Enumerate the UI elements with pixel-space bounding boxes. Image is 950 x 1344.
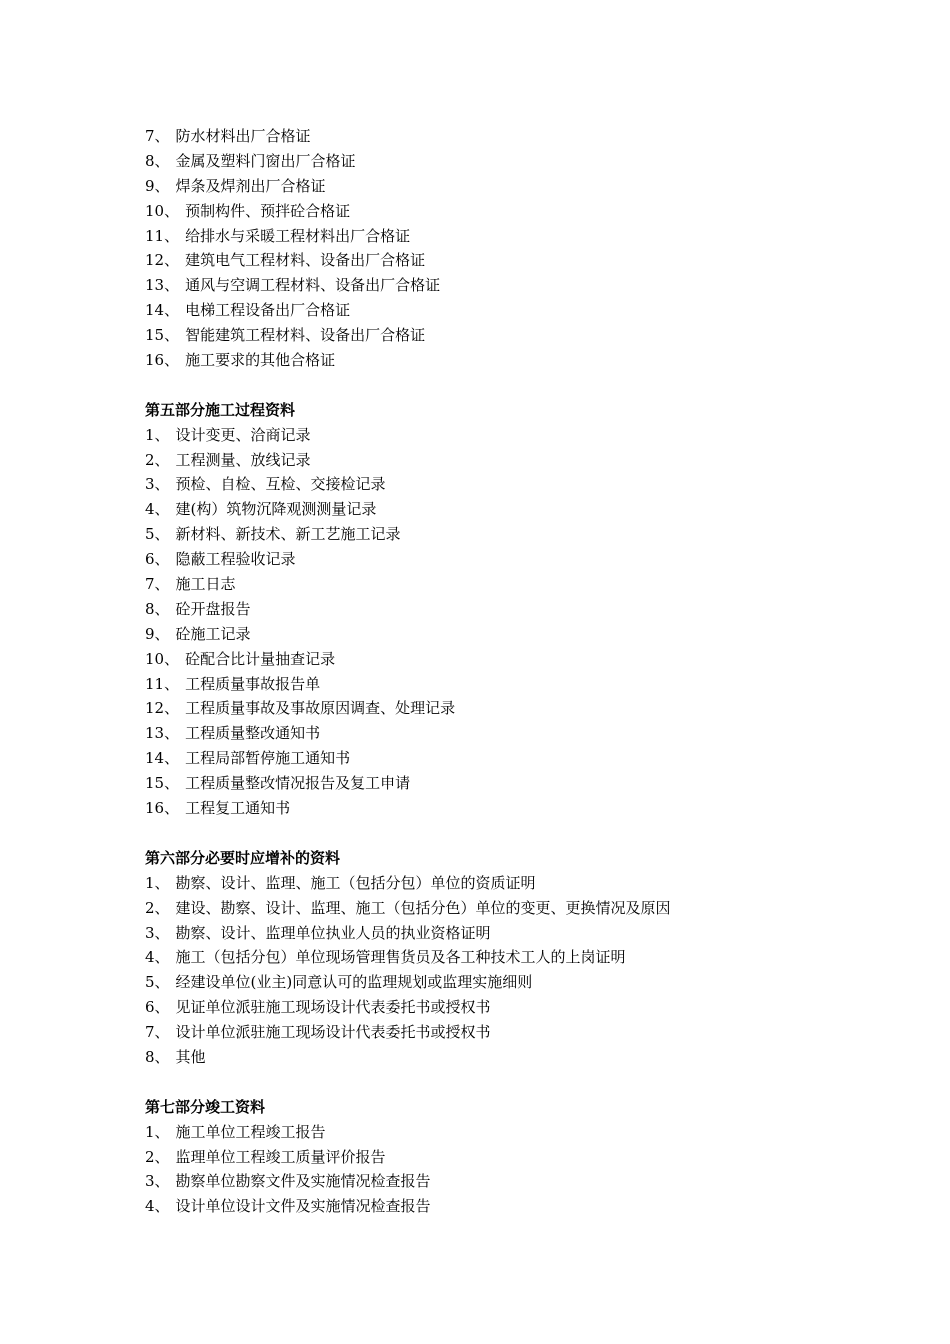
section-heading: 第五部分施工过程资料 [145,400,296,419]
list-item [145,896,905,921]
list-item [145,199,905,224]
section-heading: 第六部分必要时应增补的资料 [145,848,341,867]
list-item [145,174,905,199]
list-item [145,921,905,946]
list-item-number: 12、 [145,699,180,718]
list-item-text: 施工日志 [175,575,236,594]
list-item [145,721,905,746]
list-item-text: 电梯工程设备出厂合格证 [185,301,351,320]
list-item [145,124,905,149]
list-item [145,522,905,547]
list-item-text: 工程质量整改情况报告及复工申请 [185,774,411,793]
list-item-text: 经建设单位(业主)同意认可的监理规划或监理实施细则 [175,973,533,992]
list-item [145,1145,905,1170]
document-page [145,124,905,1219]
list-item-number: 3、 [145,923,170,942]
list-item [145,423,905,448]
list-item-text: 设计单位派驻施工现场设计代表委托书或授权书 [175,1023,491,1042]
list-item-number: 9、 [145,624,170,643]
list-item-number: 11、 [145,226,180,245]
section-spacer [145,821,905,846]
list-item-text: 设计变更、洽商记录 [175,425,311,444]
list-item [145,796,905,821]
list-item [145,472,905,497]
list-item-text: 建(构）筑物沉降观测测量记录 [175,500,377,519]
list-item-text: 工程复工通知书 [185,799,291,818]
list-item-text: 通风与空调工程材料、设备出厂合格证 [185,276,441,295]
list-item-number: 10、 [145,649,180,668]
list-item-number: 4、 [145,948,170,967]
list-item-number: 4、 [145,500,170,519]
list-item-text: 施工单位工程竣工报告 [175,1122,326,1141]
list-item-number: 8、 [145,1047,170,1066]
list-item-text: 勘察、设计、监理单位执业人员的执业资格证明 [175,923,491,942]
list-item [145,224,905,249]
list-item [145,348,905,373]
section-heading: 第七部分竣工资料 [145,1097,266,1116]
section-spacer [145,373,905,398]
list-item-text: 工程质量整改通知书 [185,724,321,743]
list-item-text: 金属及塑料门窗出厂合格证 [175,151,356,170]
list-item-number: 2、 [145,898,170,917]
list-item [145,298,905,323]
list-item-text: 隐蔽工程验收记录 [175,550,296,569]
list-item [145,448,905,473]
list-item-text: 砼施工记录 [175,624,251,643]
list-item-number: 8、 [145,151,170,170]
list-item-number: 3、 [145,1172,170,1191]
list-item-text: 施工要求的其他合格证 [185,351,336,370]
list-item-number: 1、 [145,1122,170,1141]
list-item [145,1194,905,1219]
list-item [145,995,905,1020]
list-item-text: 给排水与采暖工程材料出厂合格证 [185,226,411,245]
list-item [145,323,905,348]
list-item [145,647,905,672]
list-item [145,1169,905,1194]
list-item [145,672,905,697]
list-item-number: 7、 [145,1023,170,1042]
list-item-number: 13、 [145,276,180,295]
list-item-text: 工程测量、放线记录 [175,450,311,469]
list-item [145,497,905,522]
list-item-text: 工程质量事故报告单 [185,674,321,693]
list-item-number: 11、 [145,674,180,693]
list-item [145,597,905,622]
list-item-number: 14、 [145,301,180,320]
list-item-number: 3、 [145,475,170,494]
list-item-number: 14、 [145,749,180,768]
list-item-text: 预制构件、预拌砼合格证 [185,201,351,220]
list-item-number: 8、 [145,599,170,618]
list-item [145,970,905,995]
list-item-number: 2、 [145,450,170,469]
list-item-number: 5、 [145,525,170,544]
list-item-text: 工程局部暂停施工通知书 [185,749,351,768]
list-item [145,1045,905,1070]
list-item [145,696,905,721]
list-item-text: 施工（包括分包）单位现场管理售货员及各工种技术工人的上岗证明 [175,948,626,967]
list-item-text: 工程质量事故及事故原因调查、处理记录 [185,699,456,718]
list-item-number: 7、 [145,575,170,594]
list-item-text: 其他 [175,1047,206,1066]
list-item-number: 2、 [145,1147,170,1166]
list-item-number: 1、 [145,873,170,892]
list-item-text: 建设、勘察、设计、监理、施工（包括分色）单位的变更、更换情况及原因 [175,898,671,917]
list-item-number: 9、 [145,176,170,195]
list-item-text: 设计单位设计文件及实施情况检查报告 [175,1197,431,1216]
section-spacer [145,1070,905,1095]
list-item-number: 13、 [145,724,180,743]
list-item-text: 焊条及焊剂出厂合格证 [175,176,326,195]
list-item-text: 勘察、设计、监理、施工（包括分包）单位的资质证明 [175,873,536,892]
list-item-number: 12、 [145,251,180,270]
list-item-number: 1、 [145,425,170,444]
list-item-number: 16、 [145,799,180,818]
list-item [145,149,905,174]
list-item [145,572,905,597]
list-item-text: 勘察单位勘察文件及实施情况检查报告 [175,1172,431,1191]
list-item [145,622,905,647]
list-item-number: 16、 [145,351,180,370]
list-item-text: 见证单位派驻施工现场设计代表委托书或授权书 [175,998,491,1017]
list-item-number: 15、 [145,326,180,345]
list-item-number: 10、 [145,201,180,220]
list-item-number: 6、 [145,550,170,569]
list-item [145,1120,905,1145]
list-item-number: 15、 [145,774,180,793]
list-item [145,547,905,572]
list-item [145,248,905,273]
list-item-number: 6、 [145,998,170,1017]
list-item-text: 砼配合比计量抽查记录 [185,649,336,668]
list-item-text: 防水材料出厂合格证 [175,127,311,145]
list-item-text: 监理单位工程竣工质量评价报告 [175,1147,386,1166]
list-item [145,871,905,896]
list-item [145,771,905,796]
list-item [145,746,905,771]
list-item-text: 砼开盘报告 [175,599,251,618]
list-item-number: 5、 [145,973,170,992]
list-item-text: 新材料、新技术、新工艺施工记录 [175,525,401,544]
list-item-text: 建筑电气工程材料、设备出厂合格证 [185,251,426,270]
list-item-text: 预检、自检、互检、交接检记录 [175,475,386,494]
list-item [145,1020,905,1045]
list-item [145,273,905,298]
list-item-number: 7、 [145,127,170,145]
list-item-number: 4、 [145,1197,170,1216]
list-item-text: 智能建筑工程材料、设备出厂合格证 [185,326,426,345]
list-item [145,945,905,970]
